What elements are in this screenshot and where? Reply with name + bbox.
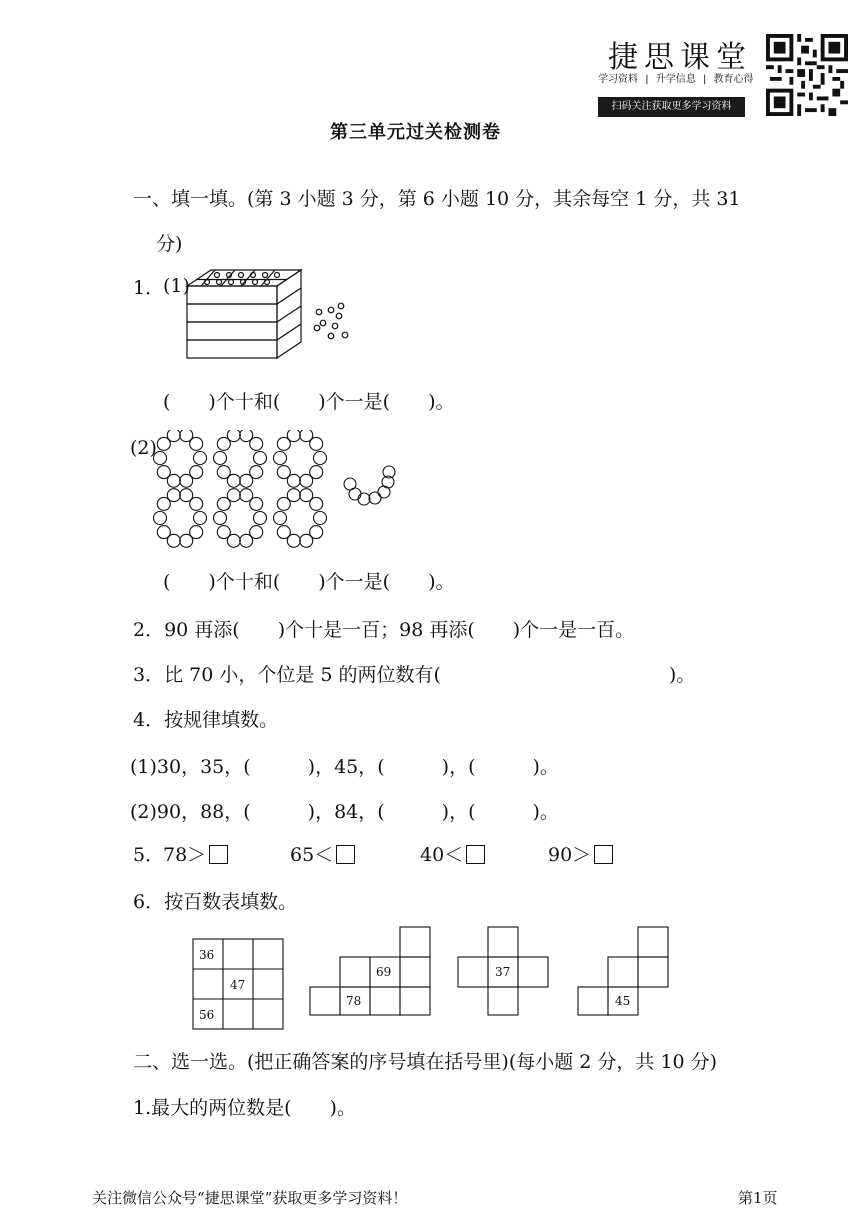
footer-note: 关注微信公众号“捷思课堂”获取更多学习资料！ bbox=[92, 1189, 408, 1207]
loose-bead bbox=[369, 492, 381, 504]
bead bbox=[190, 497, 203, 510]
q5-item-4[interactable]: 90＞ bbox=[548, 843, 613, 867]
q1-part1-answer[interactable]: ( )个十和( )个一是( )。 bbox=[163, 391, 455, 413]
bead bbox=[314, 512, 327, 525]
bead bbox=[180, 474, 193, 487]
bead bbox=[287, 430, 300, 442]
bead bbox=[227, 489, 240, 502]
brand-banner: 扫码关注获取更多学习资料 bbox=[598, 97, 745, 117]
section2-question-1[interactable]: 1.最大的两位数是( )。 bbox=[133, 1097, 356, 1119]
bead bbox=[310, 437, 323, 450]
question-5-number: 5． bbox=[133, 844, 165, 866]
bead bbox=[310, 497, 323, 510]
tens-blocks-illustration bbox=[185, 266, 365, 370]
answer-box[interactable] bbox=[209, 845, 228, 864]
bead bbox=[157, 466, 170, 479]
bead bbox=[274, 452, 287, 465]
loose-bead bbox=[349, 488, 361, 500]
section1-heading-cont: 分) bbox=[156, 233, 183, 255]
grid4-cell-45: 45 bbox=[615, 994, 631, 1008]
bead bbox=[154, 512, 167, 525]
bead bbox=[217, 466, 230, 479]
bead bbox=[217, 526, 230, 539]
grid1-cell-36: 36 bbox=[199, 948, 215, 962]
answer-box[interactable] bbox=[466, 845, 485, 864]
grid2-cell-69: 69 bbox=[376, 965, 392, 979]
bead bbox=[274, 512, 287, 525]
q5-item-2[interactable]: 65＜ bbox=[290, 843, 355, 867]
brand-name: 捷思课堂 bbox=[608, 40, 752, 75]
q1-part2-label: (2) bbox=[130, 437, 157, 459]
qr-code-icon[interactable] bbox=[766, 34, 848, 116]
bead bbox=[240, 474, 253, 487]
brand-sub-2: 升学信息 bbox=[655, 74, 696, 85]
bead bbox=[214, 452, 227, 465]
page-number: 第1页 bbox=[738, 1189, 778, 1207]
bead bbox=[194, 452, 207, 465]
bead bbox=[250, 437, 263, 450]
bead bbox=[214, 512, 227, 525]
q1-part2-answer[interactable]: ( )个十和( )个一是( )。 bbox=[163, 571, 455, 593]
q1-part1-label: (1) bbox=[163, 275, 190, 297]
brand-subtitles: 学习资料 | 升学信息 | 教育心得 bbox=[598, 74, 754, 85]
brand-sub-1: 学习资料 bbox=[598, 74, 638, 85]
question-4-line1[interactable]: (1)30，35，( )，45，( )，( )。 bbox=[130, 756, 559, 778]
grid3-cell-37: 37 bbox=[495, 965, 511, 979]
question-4-line2[interactable]: (2)90，88，( )，84，( )，( )。 bbox=[130, 801, 559, 823]
bead bbox=[300, 474, 313, 487]
bead bbox=[250, 497, 263, 510]
question-4: 4．按规律填数。 bbox=[133, 709, 279, 731]
answer-box[interactable] bbox=[594, 845, 613, 864]
bead bbox=[180, 534, 193, 547]
bead bbox=[154, 452, 167, 465]
page-title: 第三单元过关检测卷 bbox=[330, 122, 501, 143]
bead bbox=[167, 430, 180, 442]
grid2-cell-78: 78 bbox=[346, 994, 362, 1008]
brand-sub-3: 教育心得 bbox=[713, 74, 754, 85]
loose-bead bbox=[358, 493, 370, 505]
bead bbox=[277, 466, 290, 479]
section1-heading: 一、填一填。(第 3 小题 3 分，第 6 小题 10 分，其余每空 1 分，共 31 bbox=[133, 188, 741, 210]
bead bbox=[314, 452, 327, 465]
grid1-cell-47: 47 bbox=[230, 978, 246, 992]
bead bbox=[254, 452, 267, 465]
bead bbox=[240, 534, 253, 547]
bead bbox=[254, 512, 267, 525]
bead bbox=[190, 437, 203, 450]
q5-item-1[interactable]: 78＞ bbox=[163, 843, 228, 867]
answer-box[interactable] bbox=[336, 845, 355, 864]
question-3[interactable]: 3．比 70 小，个位是 5 的两位数有( )。 bbox=[133, 664, 696, 686]
grid1-cell-56: 56 bbox=[199, 1008, 215, 1022]
bead bbox=[300, 534, 313, 547]
bead bbox=[194, 512, 207, 525]
bead bbox=[277, 526, 290, 539]
q5-item-3[interactable]: 40＜ bbox=[420, 843, 485, 867]
bead bbox=[287, 489, 300, 502]
question-2[interactable]: 2．90 再添( )个十是一百；98 再添( )个一是一百。 bbox=[133, 619, 635, 641]
bead-rings-illustration bbox=[150, 430, 410, 556]
section2-heading: 二、选一选。(把正确答案的序号填在括号里)(每小题 2 分，共 10 分) bbox=[133, 1051, 718, 1073]
q1-number: 1． bbox=[133, 277, 165, 299]
hundred-chart-grids bbox=[190, 925, 680, 1033]
bead bbox=[227, 430, 240, 442]
question-6: 6．按百数表填数。 bbox=[133, 891, 298, 913]
bead bbox=[167, 489, 180, 502]
bead bbox=[157, 526, 170, 539]
